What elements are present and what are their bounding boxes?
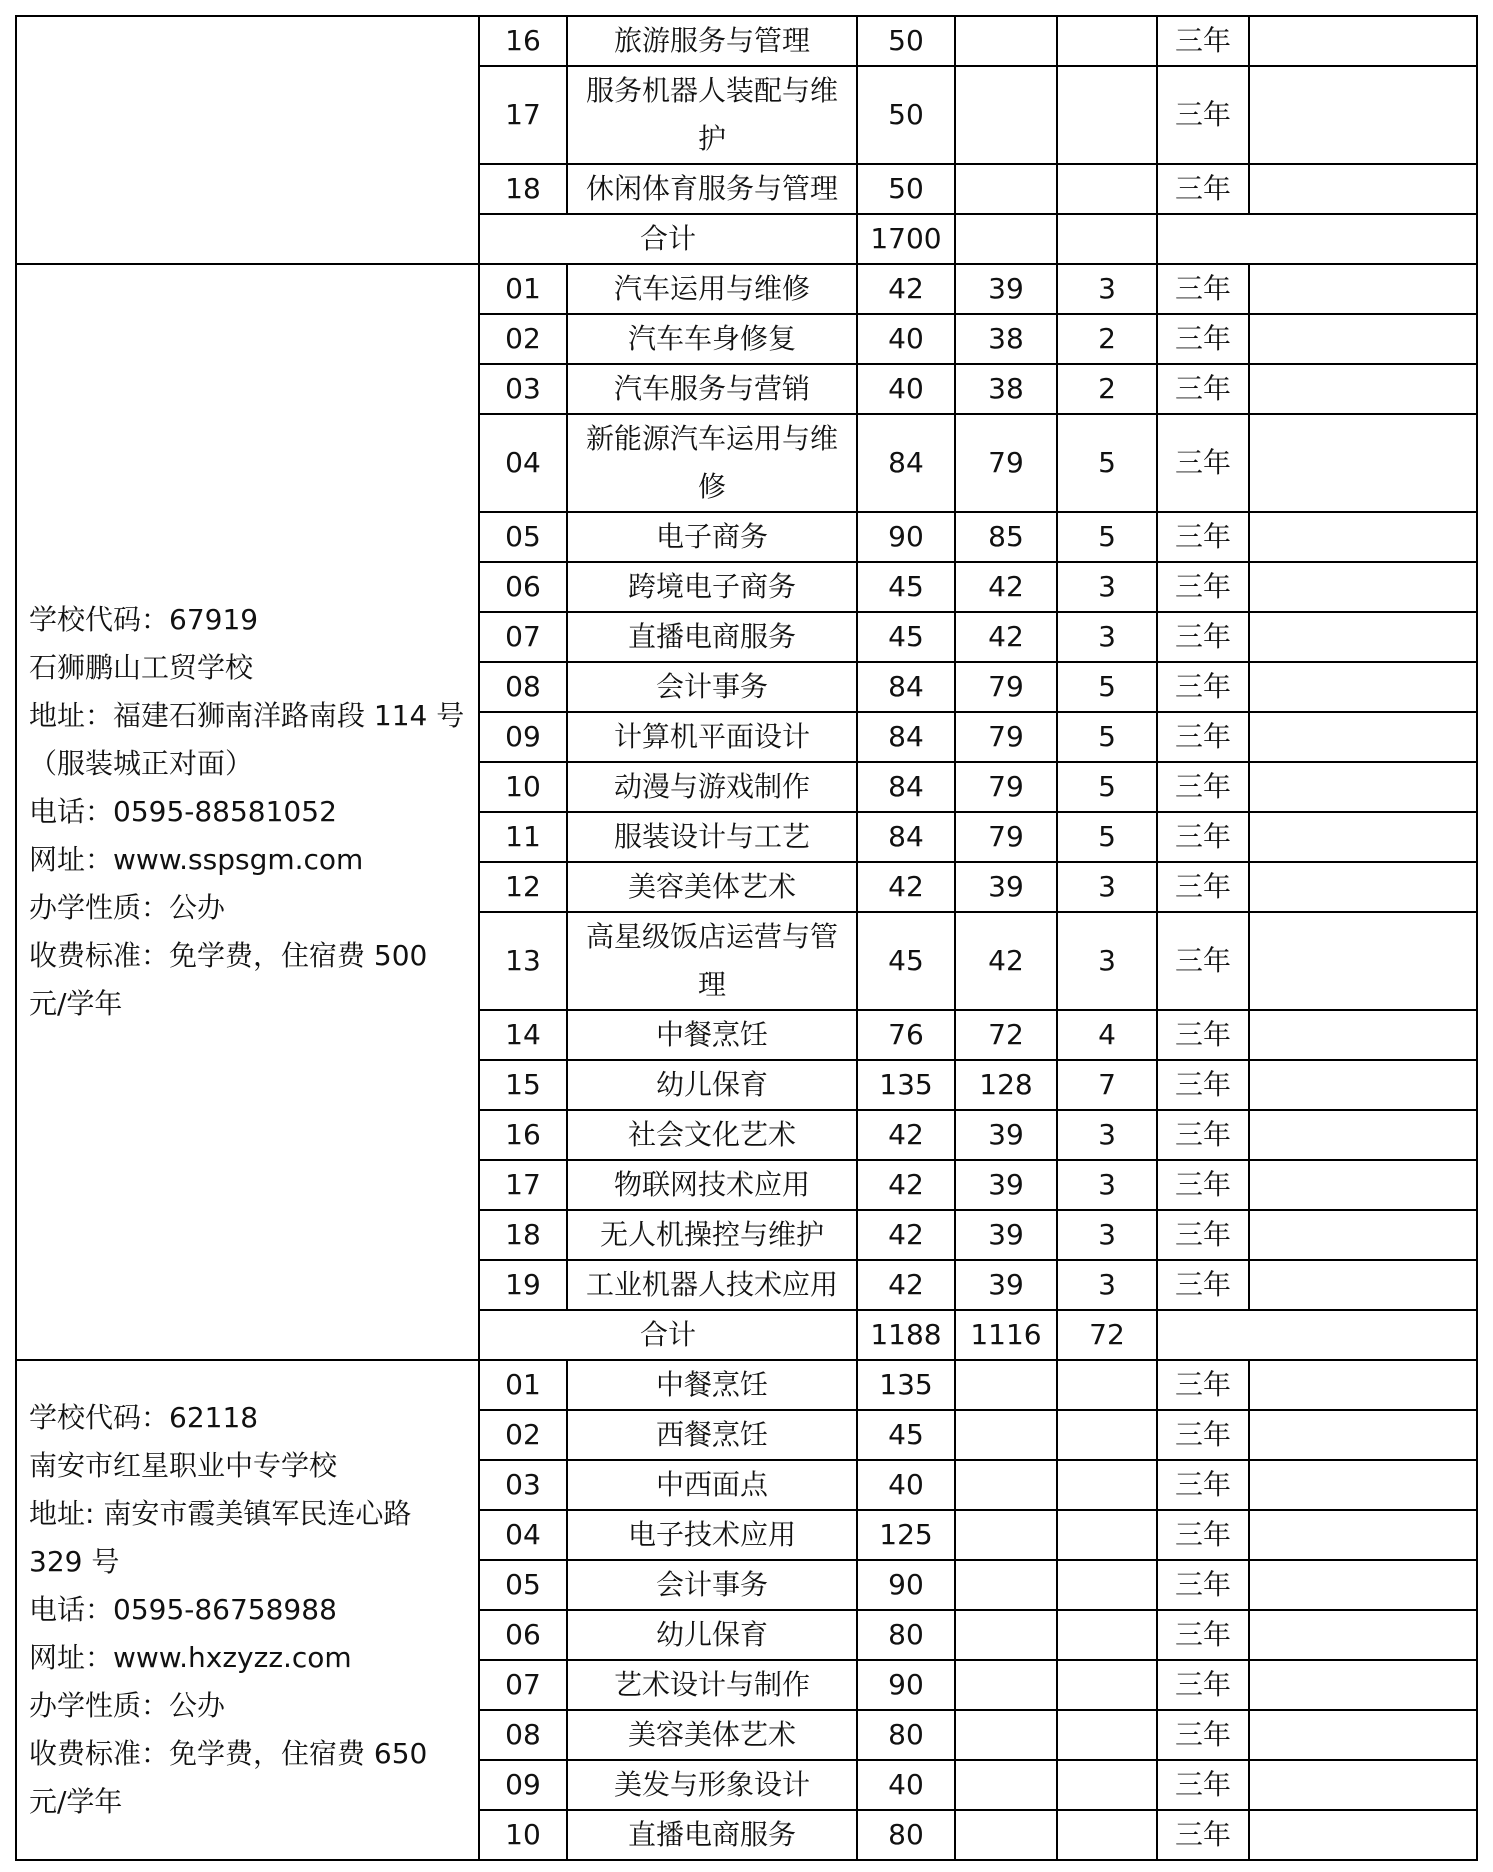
row-number: 02 <box>479 1410 567 1460</box>
plan-count-b <box>1057 164 1157 214</box>
row-number: 04 <box>479 1510 567 1560</box>
sum-b: 72 <box>1057 1310 1157 1360</box>
major-name: 直播电商服务 <box>567 612 857 662</box>
major-name: 电子商务 <box>567 512 857 562</box>
study-years: 三年 <box>1157 512 1249 562</box>
major-name: 艺术设计与制作 <box>567 1660 857 1710</box>
plan-count-a: 39 <box>955 1160 1057 1210</box>
major-name: 物联网技术应用 <box>567 1160 857 1210</box>
note-cell <box>1249 1360 1477 1410</box>
major-name: 汽车服务与营销 <box>567 364 857 414</box>
note-cell <box>1249 1510 1477 1560</box>
plan-count-b: 3 <box>1057 1160 1157 1210</box>
major-name: 直播电商服务 <box>567 1810 857 1860</box>
plan-count-a: 39 <box>955 1260 1057 1310</box>
sum-label: 合计 <box>479 214 857 264</box>
study-years: 三年 <box>1157 1610 1249 1660</box>
plan-count-a: 79 <box>955 812 1057 862</box>
study-years: 三年 <box>1157 662 1249 712</box>
plan-count-a <box>955 16 1057 66</box>
sum-a: 1116 <box>955 1310 1057 1360</box>
note-cell <box>1249 1560 1477 1610</box>
plan-count-b: 3 <box>1057 264 1157 314</box>
plan-count-a: 38 <box>955 364 1057 414</box>
major-name: 幼儿保育 <box>567 1610 857 1660</box>
study-years: 三年 <box>1157 1260 1249 1310</box>
row-number: 05 <box>479 1560 567 1610</box>
major-name: 跨境电子商务 <box>567 562 857 612</box>
plan-count-b <box>1057 1710 1157 1760</box>
study-years: 三年 <box>1157 1460 1249 1510</box>
study-years: 三年 <box>1157 562 1249 612</box>
plan-total: 40 <box>857 1460 955 1510</box>
plan-count-b: 3 <box>1057 1260 1157 1310</box>
plan-total: 50 <box>857 66 955 164</box>
plan-count-b: 5 <box>1057 712 1157 762</box>
major-name: 会计事务 <box>567 1560 857 1610</box>
row-number: 10 <box>479 762 567 812</box>
plan-total: 42 <box>857 862 955 912</box>
sum-total: 1700 <box>857 214 955 264</box>
note-cell <box>1249 364 1477 414</box>
study-years: 三年 <box>1157 912 1249 1010</box>
table-row <box>16 16 1477 66</box>
major-name: 中餐烹饪 <box>567 1360 857 1410</box>
sum-blank <box>1157 1310 1477 1360</box>
plan-total: 84 <box>857 762 955 812</box>
major-name: 动漫与游戏制作 <box>567 762 857 812</box>
note-cell <box>1249 1660 1477 1710</box>
note-cell <box>1249 1410 1477 1460</box>
plan-total: 42 <box>857 1260 955 1310</box>
plan-total: 42 <box>857 1110 955 1160</box>
plan-total: 84 <box>857 812 955 862</box>
plan-total: 45 <box>857 912 955 1010</box>
plan-count-b: 5 <box>1057 414 1157 512</box>
note-cell <box>1249 612 1477 662</box>
study-years: 三年 <box>1157 1660 1249 1710</box>
plan-count-a <box>955 1710 1057 1760</box>
enrollment-table <box>15 15 1478 1861</box>
study-years: 三年 <box>1157 164 1249 214</box>
school-info-line: 收费标准：免学费，住宿费 500 元/学年 <box>29 939 428 1020</box>
plan-count-b: 2 <box>1057 314 1157 364</box>
note-cell <box>1249 1760 1477 1810</box>
study-years: 三年 <box>1157 1060 1249 1110</box>
sum-b <box>1057 214 1157 264</box>
row-number: 18 <box>479 164 567 214</box>
plan-count-a: 79 <box>955 712 1057 762</box>
plan-total: 40 <box>857 364 955 414</box>
plan-count-a: 38 <box>955 314 1057 364</box>
table-body <box>16 16 1477 1860</box>
row-number: 17 <box>479 1160 567 1210</box>
major-name: 社会文化艺术 <box>567 1110 857 1160</box>
row-number: 09 <box>479 1760 567 1810</box>
plan-total: 90 <box>857 1560 955 1610</box>
major-name: 电子技术应用 <box>567 1510 857 1560</box>
school-info-line: 地址：福建石狮南洋路南段 114 号（服装城正对面） <box>29 699 465 780</box>
row-number: 06 <box>479 562 567 612</box>
study-years: 三年 <box>1157 1810 1249 1860</box>
plan-total: 45 <box>857 612 955 662</box>
plan-count-b: 7 <box>1057 1060 1157 1110</box>
plan-total: 135 <box>857 1060 955 1110</box>
plan-count-a: 42 <box>955 912 1057 1010</box>
major-name: 美发与形象设计 <box>567 1760 857 1810</box>
study-years: 三年 <box>1157 612 1249 662</box>
school-info-pengshan <box>16 264 479 1360</box>
study-years: 三年 <box>1157 66 1249 164</box>
note-cell <box>1249 512 1477 562</box>
plan-count-a: 128 <box>955 1060 1057 1110</box>
major-name: 中餐烹饪 <box>567 1010 857 1060</box>
row-number: 04 <box>479 414 567 512</box>
plan-count-b <box>1057 1560 1157 1610</box>
row-number: 13 <box>479 912 567 1010</box>
study-years: 三年 <box>1157 314 1249 364</box>
plan-total: 50 <box>857 16 955 66</box>
plan-total: 45 <box>857 562 955 612</box>
note-cell <box>1249 1810 1477 1860</box>
plan-count-a <box>955 1360 1057 1410</box>
school-info-line: 办学性质：公办 <box>29 891 226 924</box>
plan-count-b: 4 <box>1057 1010 1157 1060</box>
row-number: 07 <box>479 612 567 662</box>
major-name: 服装设计与工艺 <box>567 812 857 862</box>
note-cell <box>1249 762 1477 812</box>
sum-a <box>955 214 1057 264</box>
plan-count-b: 3 <box>1057 562 1157 612</box>
plan-count-b <box>1057 1760 1157 1810</box>
plan-total: 50 <box>857 164 955 214</box>
row-number: 11 <box>479 812 567 862</box>
plan-count-b: 3 <box>1057 612 1157 662</box>
major-name: 休闲体育服务与管理 <box>567 164 857 214</box>
plan-count-a: 39 <box>955 1210 1057 1260</box>
major-name: 无人机操控与维护 <box>567 1210 857 1260</box>
note-cell <box>1249 414 1477 512</box>
study-years: 三年 <box>1157 364 1249 414</box>
plan-count-a <box>955 1810 1057 1860</box>
plan-count-b <box>1057 1360 1157 1410</box>
school-info-line: 网址：www.sspsgm.com <box>29 843 364 876</box>
plan-total: 42 <box>857 264 955 314</box>
note-cell <box>1249 1160 1477 1210</box>
note-cell <box>1249 812 1477 862</box>
study-years: 三年 <box>1157 1010 1249 1060</box>
study-years: 三年 <box>1157 862 1249 912</box>
note-cell <box>1249 1460 1477 1510</box>
plan-count-a <box>955 1410 1057 1460</box>
major-name: 美容美体艺术 <box>567 862 857 912</box>
plan-count-a: 79 <box>955 762 1057 812</box>
row-number: 03 <box>479 364 567 414</box>
row-number: 19 <box>479 1260 567 1310</box>
study-years: 三年 <box>1157 1560 1249 1610</box>
plan-total: 84 <box>857 414 955 512</box>
major-name: 旅游服务与管理 <box>567 16 857 66</box>
study-years: 三年 <box>1157 1410 1249 1460</box>
note-cell <box>1249 912 1477 1010</box>
school-info-line: 电话：0595-88581052 <box>29 795 337 828</box>
note-cell <box>1249 1060 1477 1110</box>
study-years: 三年 <box>1157 414 1249 512</box>
note-cell <box>1249 1010 1477 1060</box>
study-years: 三年 <box>1157 1110 1249 1160</box>
row-number: 17 <box>479 66 567 164</box>
plan-count-b: 3 <box>1057 862 1157 912</box>
study-years: 三年 <box>1157 1510 1249 1560</box>
note-cell <box>1249 1710 1477 1760</box>
plan-total: 90 <box>857 512 955 562</box>
major-name: 汽车运用与维修 <box>567 264 857 314</box>
major-name: 幼儿保育 <box>567 1060 857 1110</box>
plan-count-a <box>955 1610 1057 1660</box>
row-number: 16 <box>479 16 567 66</box>
school-info-hongxing <box>16 1360 479 1860</box>
plan-count-b <box>1057 1610 1157 1660</box>
plan-count-b: 5 <box>1057 662 1157 712</box>
table-row <box>16 1360 1477 1410</box>
plan-count-a <box>955 1460 1057 1510</box>
study-years: 三年 <box>1157 264 1249 314</box>
row-number: 03 <box>479 1460 567 1510</box>
plan-count-a: 72 <box>955 1010 1057 1060</box>
row-number: 07 <box>479 1660 567 1710</box>
plan-count-b: 2 <box>1057 364 1157 414</box>
plan-count-b: 5 <box>1057 762 1157 812</box>
major-name: 会计事务 <box>567 662 857 712</box>
plan-total: 84 <box>857 662 955 712</box>
plan-total: 125 <box>857 1510 955 1560</box>
plan-total: 80 <box>857 1710 955 1760</box>
sum-blank <box>1157 214 1477 264</box>
study-years: 三年 <box>1157 16 1249 66</box>
plan-count-a <box>955 164 1057 214</box>
study-years: 三年 <box>1157 1360 1249 1410</box>
study-years: 三年 <box>1157 812 1249 862</box>
row-number: 09 <box>479 712 567 762</box>
table-row <box>16 264 1477 314</box>
plan-count-a <box>955 1760 1057 1810</box>
plan-total: 135 <box>857 1360 955 1410</box>
study-years: 三年 <box>1157 762 1249 812</box>
study-years: 三年 <box>1157 712 1249 762</box>
note-cell <box>1249 1110 1477 1160</box>
major-name: 新能源汽车运用与维修 <box>567 414 857 512</box>
plan-count-b: 3 <box>1057 912 1157 1010</box>
plan-count-a <box>955 1510 1057 1560</box>
school-info-line: 南安市红星职业中专学校 <box>29 1449 338 1482</box>
plan-count-b <box>1057 1660 1157 1710</box>
row-number: 01 <box>479 1360 567 1410</box>
row-number: 08 <box>479 1710 567 1760</box>
plan-count-a <box>955 1660 1057 1710</box>
plan-count-b <box>1057 1410 1157 1460</box>
plan-total: 40 <box>857 1760 955 1810</box>
plan-count-a: 79 <box>955 414 1057 512</box>
plan-count-a: 39 <box>955 1110 1057 1160</box>
note-cell <box>1249 1610 1477 1660</box>
note-cell <box>1249 164 1477 214</box>
plan-count-b <box>1057 16 1157 66</box>
plan-count-b: 3 <box>1057 1110 1157 1160</box>
row-number: 06 <box>479 1610 567 1660</box>
plan-count-a: 85 <box>955 512 1057 562</box>
major-name: 高星级饭店运营与管理 <box>567 912 857 1010</box>
major-name: 计算机平面设计 <box>567 712 857 762</box>
school-info-line: 地址: 南安市霞美镇军民连心路 329 号 <box>29 1497 412 1578</box>
plan-total: 40 <box>857 314 955 364</box>
plan-count-b <box>1057 1460 1157 1510</box>
note-cell <box>1249 712 1477 762</box>
plan-count-b: 5 <box>1057 812 1157 862</box>
sum-total: 1188 <box>857 1310 955 1360</box>
note-cell <box>1249 264 1477 314</box>
major-name: 中西面点 <box>567 1460 857 1510</box>
row-number: 10 <box>479 1810 567 1860</box>
major-name: 汽车车身修复 <box>567 314 857 364</box>
note-cell <box>1249 662 1477 712</box>
plan-count-b <box>1057 1810 1157 1860</box>
note-cell <box>1249 1210 1477 1260</box>
note-cell <box>1249 16 1477 66</box>
study-years: 三年 <box>1157 1210 1249 1260</box>
plan-count-b <box>1057 66 1157 164</box>
plan-count-b <box>1057 1510 1157 1560</box>
plan-count-a: 39 <box>955 264 1057 314</box>
school-info-line: 学校代码：62118 <box>29 1401 259 1434</box>
school-info-line: 电话：0595-86758988 <box>29 1593 337 1626</box>
major-name: 西餐烹饪 <box>567 1410 857 1460</box>
row-number: 15 <box>479 1060 567 1110</box>
note-cell <box>1249 862 1477 912</box>
row-number: 08 <box>479 662 567 712</box>
school-info-line: 办学性质：公办 <box>29 1689 226 1722</box>
major-name: 工业机器人技术应用 <box>567 1260 857 1310</box>
row-number: 12 <box>479 862 567 912</box>
plan-count-a: 39 <box>955 862 1057 912</box>
row-number: 02 <box>479 314 567 364</box>
note-cell <box>1249 314 1477 364</box>
plan-count-a <box>955 66 1057 164</box>
school-info-line: 收费标准：免学费，住宿费 650 元/学年 <box>29 1737 428 1818</box>
study-years: 三年 <box>1157 1760 1249 1810</box>
school-info-line: 网址：www.hxzyzz.com <box>29 1641 352 1674</box>
note-cell <box>1249 66 1477 164</box>
plan-total: 80 <box>857 1610 955 1660</box>
row-number: 16 <box>479 1110 567 1160</box>
plan-total: 42 <box>857 1160 955 1210</box>
row-number: 05 <box>479 512 567 562</box>
study-years: 三年 <box>1157 1710 1249 1760</box>
plan-count-a: 42 <box>955 562 1057 612</box>
plan-count-a: 79 <box>955 662 1057 712</box>
study-years: 三年 <box>1157 1160 1249 1210</box>
plan-total: 42 <box>857 1210 955 1260</box>
plan-total: 80 <box>857 1810 955 1860</box>
school-info-line: 石狮鹏山工贸学校 <box>29 651 254 684</box>
plan-total: 90 <box>857 1660 955 1710</box>
school-info-blank <box>16 16 479 264</box>
row-number: 01 <box>479 264 567 314</box>
row-number: 18 <box>479 1210 567 1260</box>
plan-total: 84 <box>857 712 955 762</box>
plan-total: 76 <box>857 1010 955 1060</box>
plan-count-a: 42 <box>955 612 1057 662</box>
plan-count-b: 3 <box>1057 1210 1157 1260</box>
major-name: 美容美体艺术 <box>567 1710 857 1760</box>
plan-count-b: 5 <box>1057 512 1157 562</box>
plan-count-a <box>955 1560 1057 1610</box>
sum-label: 合计 <box>479 1310 857 1360</box>
note-cell <box>1249 1260 1477 1310</box>
major-name: 服务机器人装配与维护 <box>567 66 857 164</box>
row-number: 14 <box>479 1010 567 1060</box>
plan-total: 45 <box>857 1410 955 1460</box>
note-cell <box>1249 562 1477 612</box>
school-info-line: 学校代码：67919 <box>29 603 259 636</box>
